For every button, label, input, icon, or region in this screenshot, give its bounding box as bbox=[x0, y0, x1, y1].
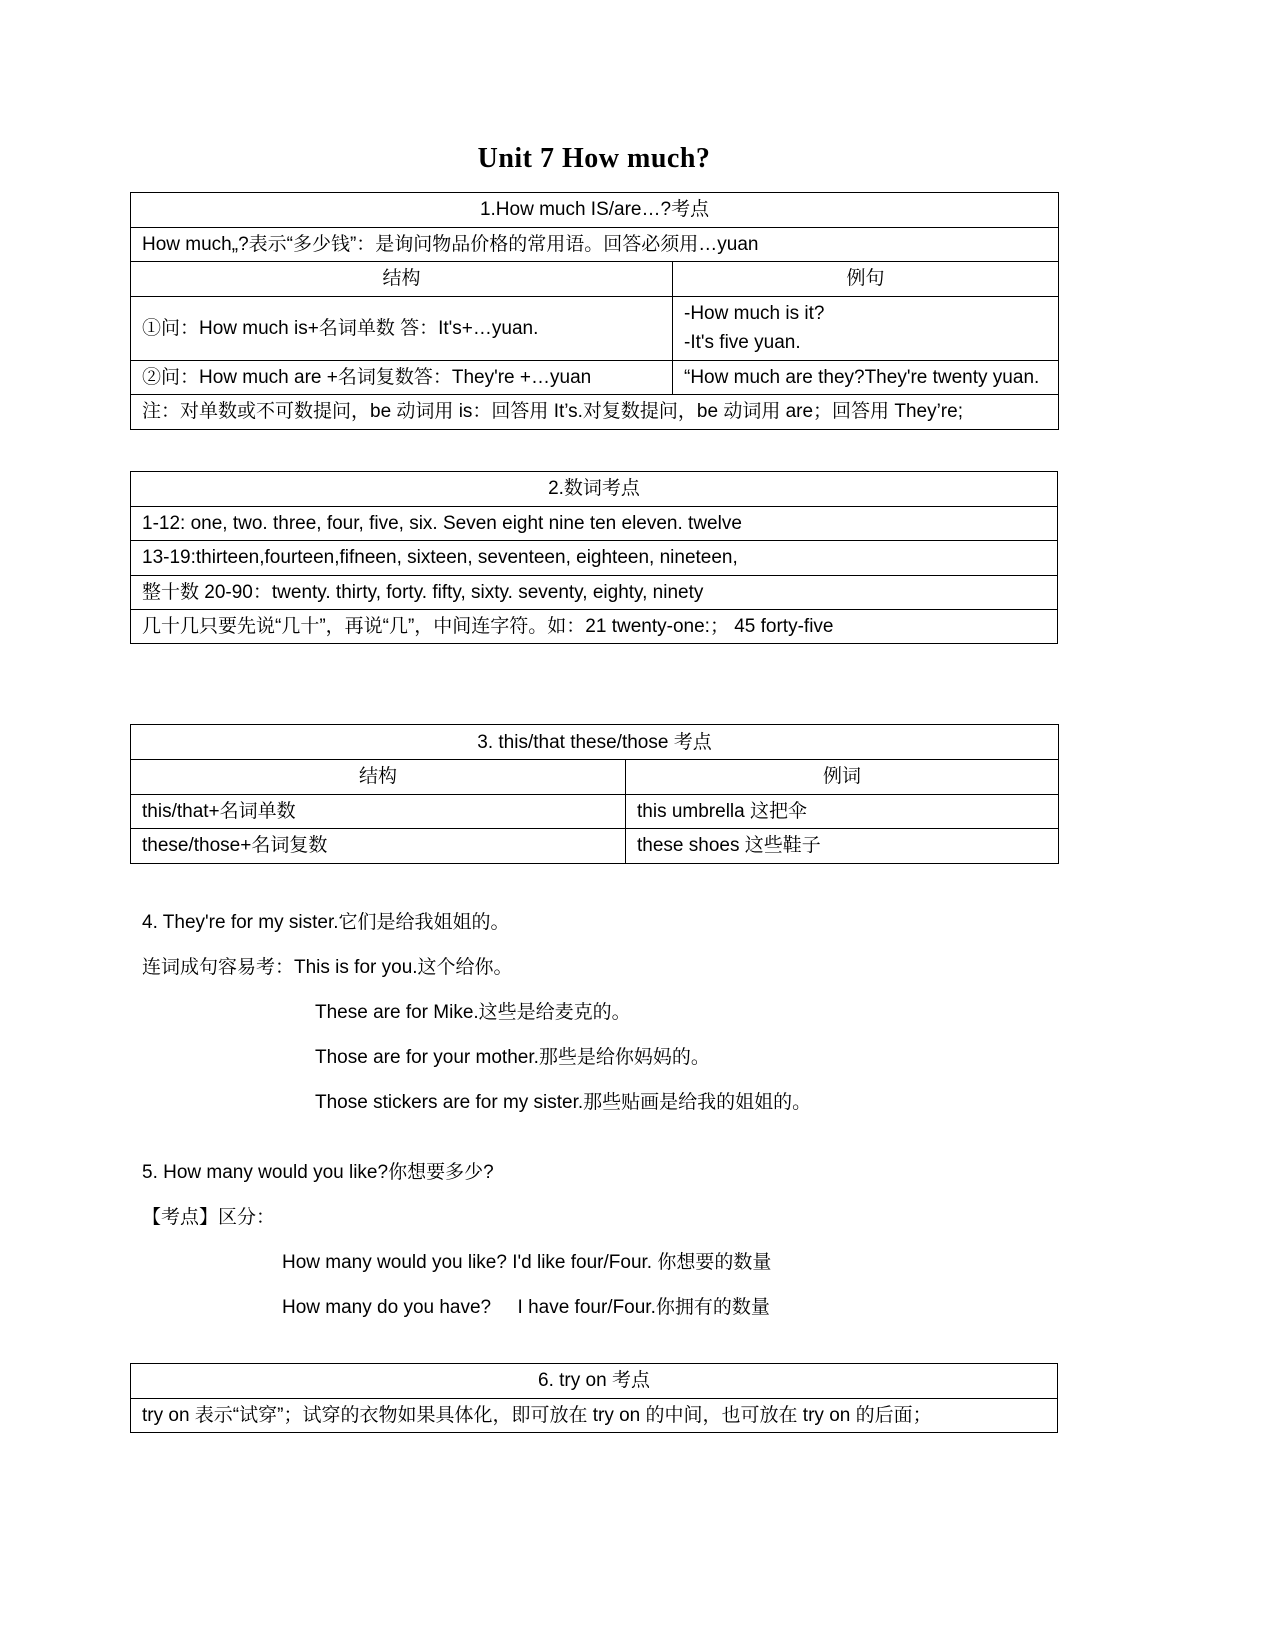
table1-intro: How much„?表示“多少钱”：是询问物品价格的常用语。回答必须用…yuan bbox=[131, 228, 1059, 262]
table-try-on bbox=[130, 1363, 1058, 1433]
table2-row-tens: 整十数 20-90：twenty. thirty, forty. fifty, sixty. seventy, eighty, ninety bbox=[131, 575, 1058, 609]
table2-row-13-19: 13-19:thirteen,fourteen,fifneen, sixteen, seventeen, eighteen, nineteen, bbox=[131, 541, 1058, 575]
table1-row2-structure: ②问：How much are +名词复数答：They're +…yuan bbox=[131, 360, 673, 394]
section4-heading: 4. They're for my sister.它们是给我姐姐的。 bbox=[142, 911, 510, 933]
table-how-much-is-are bbox=[130, 192, 1059, 430]
section4-example-1: These are for Mike.这些是给麦克的。 bbox=[315, 1001, 631, 1023]
section5-example-2: How many do you have? I have four/Four.你拥有的数量 bbox=[282, 1296, 770, 1318]
table3-row2-example: these shoes 这些鞋子 bbox=[626, 829, 1059, 863]
section4-lead: 连词成句容易考：This is for you.这个给你。 bbox=[142, 956, 513, 978]
table3-title: 3. this/that these/those 考点 bbox=[131, 725, 1059, 760]
table3-row1-structure: this/that+名词单数 bbox=[131, 794, 626, 828]
table2-row-compound: 几十几只要先说“几十”，再说“几”，中间连字符。如：21 twenty-one:； 45 forty-five bbox=[131, 609, 1058, 643]
table3-row1-example: this umbrella 这把伞 bbox=[626, 794, 1059, 828]
table1-row2-example: “How much are they?They're twenty yuan. bbox=[673, 360, 1059, 394]
table3-column-structure: 结构 bbox=[131, 760, 626, 794]
section4-example-3: Those stickers are for my sister.那些贴画是给我的姐姐的。 bbox=[315, 1091, 812, 1113]
table1-column-example: 例句 bbox=[673, 262, 1059, 296]
table-numbers bbox=[130, 471, 1058, 645]
table-this-that bbox=[130, 724, 1059, 863]
page-title: Unit 7 How much? bbox=[477, 143, 711, 174]
example-line-2: -It's five yuan. bbox=[684, 332, 801, 354]
section5-example-1: How many would you like? I'd like four/Four. 你想要的数量 bbox=[282, 1251, 772, 1273]
document-content bbox=[130, 142, 1058, 1433]
table6-title: 6. try on 考点 bbox=[131, 1363, 1058, 1398]
table1-row1-example bbox=[673, 296, 1059, 360]
table1-note: 注：对单数或不可数提问，be 动词用 is：回答用 It’s.对复数提问，be 动词用 are；回答用 They’re; bbox=[131, 395, 1059, 429]
table6-body: try on 表示“试穿”；试穿的衣物如果具体化，即可放在 try on 的中间，也可放在 try on 的后面； bbox=[131, 1398, 1058, 1432]
table1-column-structure: 结构 bbox=[131, 262, 673, 296]
section-5 bbox=[130, 1159, 1058, 1321]
table3-column-example: 例词 bbox=[626, 760, 1059, 794]
section5-heading: 5. How many would you like?你想要多少? bbox=[142, 1161, 494, 1183]
section4-example-2: Those are for your mother.那些是给你妈妈的。 bbox=[315, 1046, 710, 1068]
table1-row1-structure: ①问：How much is+名词单数 答：It's+…yuan. bbox=[131, 296, 673, 360]
example-line-1: -How much is it? bbox=[684, 302, 825, 324]
table3-row2-structure: these/those+名词复数 bbox=[131, 829, 626, 863]
section-4 bbox=[130, 909, 1058, 1116]
table2-row-1-12: 1-12: one, two. three, four, five, six. Seven eight nine ten eleven. twelve bbox=[131, 506, 1058, 540]
section5-lead: 【考点】区分： bbox=[142, 1206, 276, 1228]
table2-title: 2.数词考点 bbox=[131, 471, 1058, 506]
table1-title: 1.How much IS/are…?考点 bbox=[131, 193, 1059, 228]
